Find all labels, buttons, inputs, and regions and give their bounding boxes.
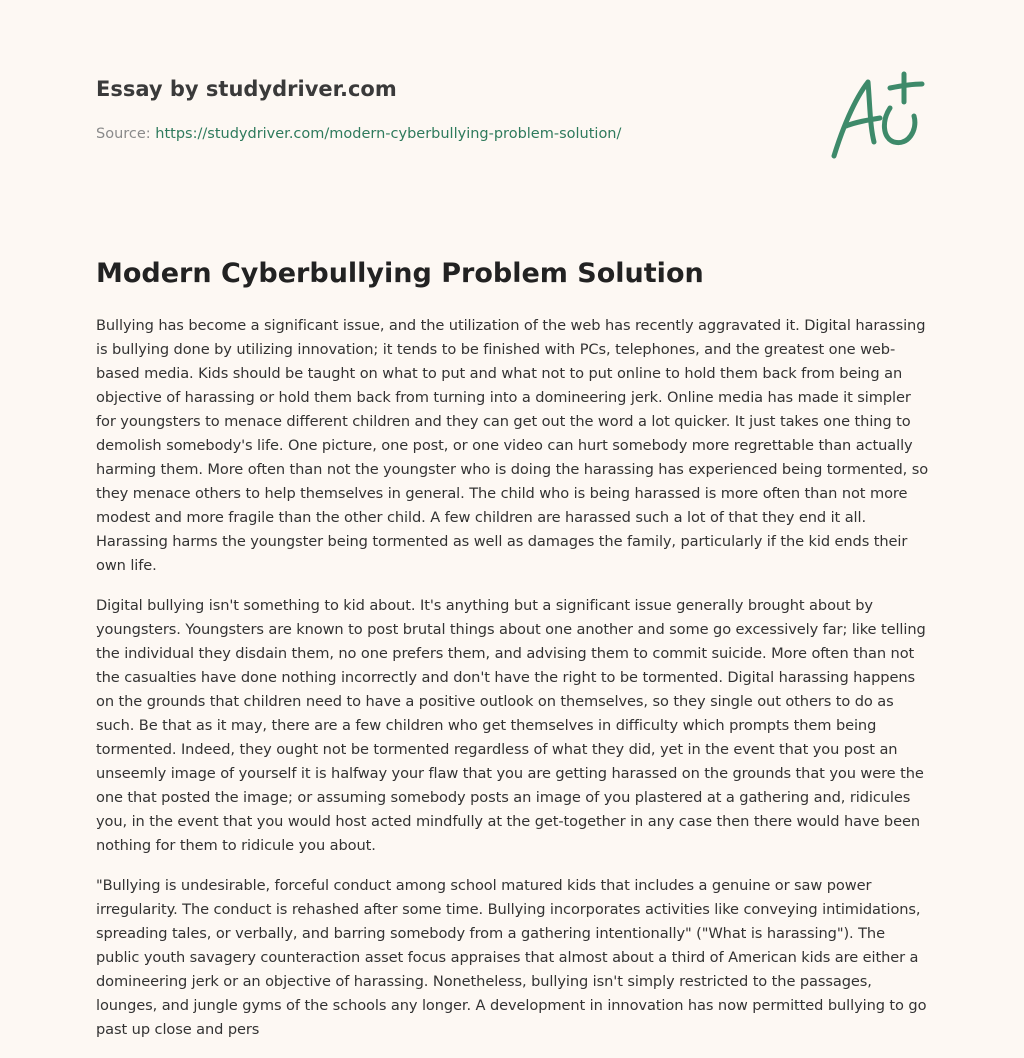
essay-header bbox=[96, 74, 928, 174]
source-line bbox=[96, 124, 928, 144]
essay-paragraph: Digital bullying isn't something to kid about. It's anything but a significant issue generally brought about by youngsters. Youngsters are known to post brutal things about one another and some go excessively far; like telling the individual they disdain them, no one prefers them, and advising them to commit suicide. More often than not the casualties have done nothing incorrectly and don't have the right to be tormented. Digital harassing happens on the grounds that children need to have a positive outlook on themselves, so they single out others to do as such. Be that as it may, there are a few children who get themselves in difficulty which prompts them being tormented. Indeed, they ought not be tormented regardless of what they did, yet in the event that you post an unseemly image of yourself it is halfway your flaw that you are getting harassed on the grounds that you were the one that posted the image; or assuming somebody posts an image of you plastered at a gathering and, ridicules you, in the event that you would host acted mindfully at the get-together in any case then there would have been nothing for them to ridicule you about. bbox=[96, 597, 926, 854]
essay-body bbox=[96, 314, 932, 1058]
essay-paragraph: "Bullying is undesirable, forceful conduct among school matured kids that includes a genuine or saw power irregularity. The conduct is rehashed after some time. Bullying incorporates activities like conveying intimidations, spreading tales, or verbally, and barring somebody from a gathering intentionally" ("What is harassing"). The public youth savagery counteraction asset focus appraises that almost about a third of American kids are either a domineering jerk or an objective of harassing. Nonetheless, bullying isn't simply restricted to the passages, lounges, and jungle gyms of the schools any longer. A development in innovation has now permitted bullying to go past up close and pers bbox=[96, 877, 927, 1038]
brand-title: Essay by studydriver.com bbox=[96, 77, 397, 101]
source-link[interactable]: https://studydriver.com/modern-cyberbullying-problem-solution/ bbox=[155, 126, 622, 142]
source-label: Source: bbox=[96, 126, 156, 142]
essay-title: Modern Cyberbullying Problem Solution bbox=[96, 258, 704, 289]
essay-paragraph: Bullying has become a significant issue, and the utilization of the web has recently aggravated it. Digital harassing is bullying done by utilizing innovation; it tends to be finished with PCs, telephones, and the greatest one web-based media. Kids should be taught on what to put and what not to put online to hold them back from being an objective of harassing or hold them back from turning into a domineering jerk. Online media has made it simpler for youngsters to menace different children and they can get out the word a lot quicker. It just takes one thing to demolish somebody's life. One picture, one post, or one video can hurt somebody more regrettable than actually harming them. More often than not the youngster who is doing the harassing has experienced being tormented, so they menace others to help themselves in general. The child who is being harassed is more often than not more modest and more fragile than the other child. A few children are harassed such a lot of that they end it all. Harassing harms the youngster being tormented as well as damages the family, particularly if the kid ends their own life. bbox=[96, 317, 929, 574]
a-plus-logo-icon bbox=[824, 68, 928, 164]
